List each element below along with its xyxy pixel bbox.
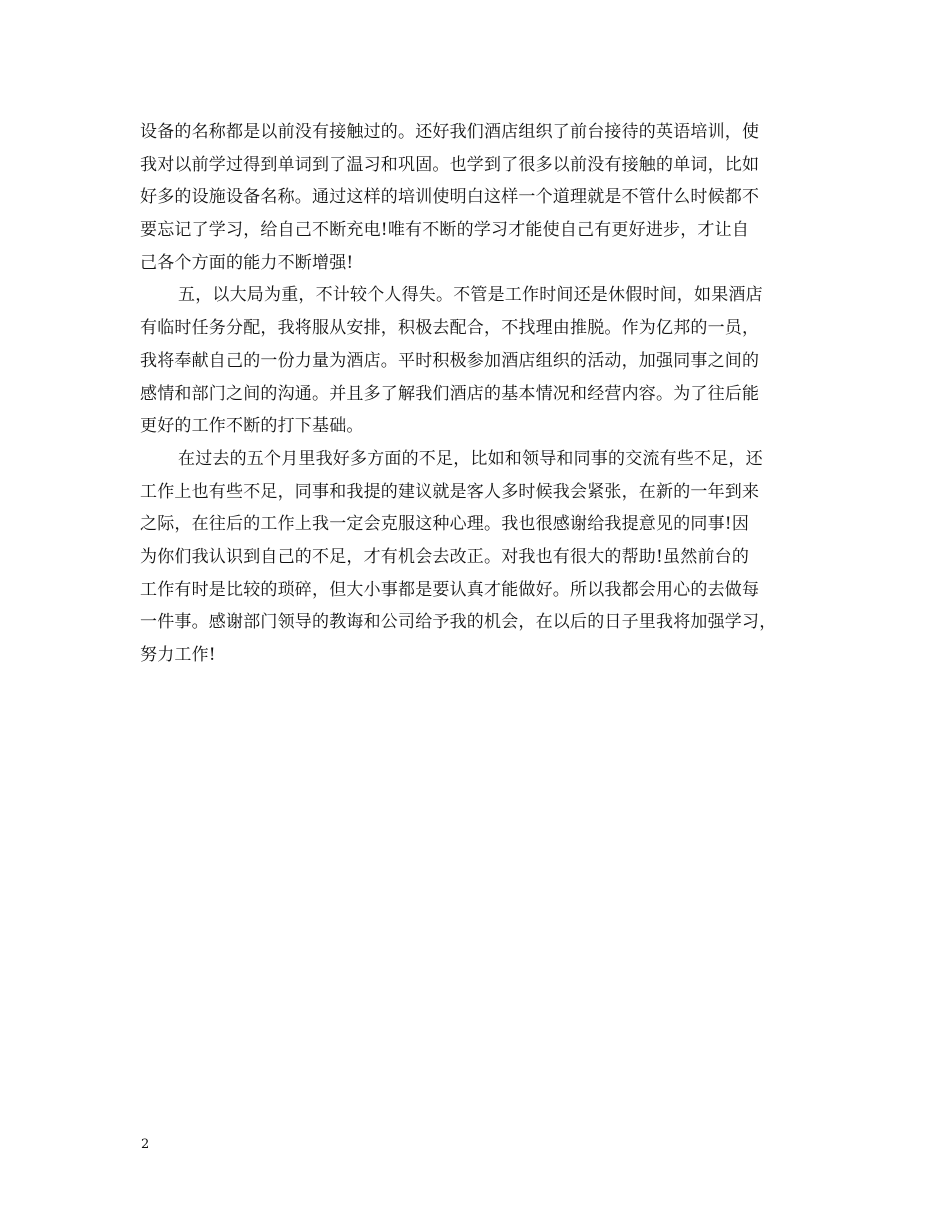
text-line: 好多的设施设备名称。通过这样的培训使明白这样一个道理就是不管什么时候都不 [140, 187, 760, 208]
text-line: 一件事。感谢部门领导的教诲和公司给予我的机会，在以后的日子里我将加强学习， [140, 612, 777, 633]
paragraph-2 [140, 279, 820, 442]
text-line: 我对以前学过得到单词到了温习和巩固。也学到了很多以前没有接触的单词，比如 [140, 154, 760, 175]
paragraph-3 [140, 443, 820, 672]
page-number: 2 [141, 1137, 150, 1152]
paragraph-1 [140, 116, 820, 279]
text-line: 己各个方面的能力不断增强! [140, 252, 354, 273]
text-line: 工作上也有些不足，同事和我提的建议就是客人多时候我会紧张，在新的一年到来 [140, 481, 760, 502]
document-body [140, 116, 820, 672]
text-line: 我将奉献自己的一份力量为酒店。平时积极参加酒店组织的活动，加强同事之间的 [140, 350, 760, 371]
text-line: 设备的名称都是以前没有接触过的。还好我们酒店组织了前台接待的英语培训，使 [140, 122, 760, 142]
text-line: 之际，在往后的工作上我一定会克服这种心理。我也很感谢给我提意见的同事!因 [140, 514, 750, 535]
text-line: 感情和部门之间的沟通。并且多了解我们酒店的基本情况和经营内容。为了往后能 [140, 383, 760, 404]
text-line-indented: 五，以大局为重，不计较个人得失。不管是工作时间还是休假时间，如果酒店 [178, 285, 763, 306]
text-line: 要忘记了学习，给自己不断充电!唯有不断的学习才能使自己有更好进步，才让自 [140, 220, 750, 241]
text-line: 工作有时是比较的琐碎，但大小事都是要认真才能做好。所以我都会用心的去做每 [140, 579, 760, 600]
text-line-indented: 在过去的五个月里我好多方面的不足，比如和领导和同事的交流有些不足，还 [178, 448, 763, 469]
text-line: 努力工作! [140, 645, 216, 665]
text-line: 有临时任务分配，我将服从安排，积极去配合，不找理由推脱。作为亿邦的一员， [140, 318, 760, 339]
text-line: 更好的工作不断的打下基础。 [140, 416, 364, 437]
text-line: 为你们我认识到自己的不足，才有机会去改正。对我也有很大的帮助!虽然前台的 [140, 546, 750, 567]
